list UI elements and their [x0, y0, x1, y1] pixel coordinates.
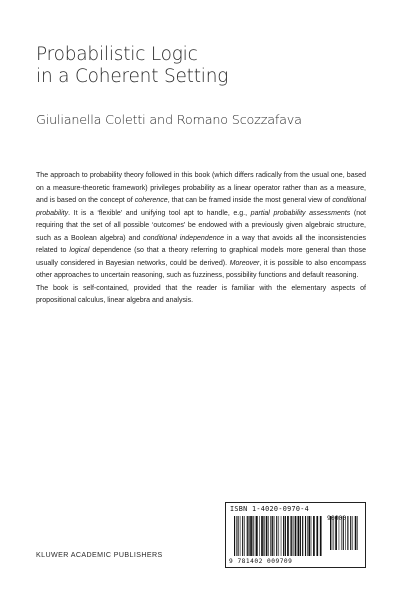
blurb-text: in a way that avoids all the inconsistencies related to — [36, 234, 367, 255]
book-title-line-1: Probabilistic Logic — [36, 44, 198, 65]
publisher-name: KLUWER ACADEMIC PUBLISHERS — [36, 551, 163, 559]
book-title-line-2: in a Coherent Setting — [36, 66, 229, 87]
blurb-text: , that can be framed inside the most general view of — [167, 197, 333, 205]
blurb-text: The approach to probability theory followed in this book (which differs radically from the usual one, based on a measure-theoretic framework) privileges probability as a linear operator rather than as a measure, and is based on the concept of — [36, 172, 366, 205]
blurb-text: dependence (so that a theory referring to graphical models more general than those usually considered in Bayesian networks, could be derived). — [36, 247, 366, 267]
blurb-paragraph-1 — [36, 170, 366, 283]
blurb-emphasis: Moreover — [229, 259, 260, 267]
ean-number: 9 781402 009709 — [229, 558, 293, 565]
isbn-barcode — [225, 502, 366, 568]
blurb-emphasis: conditional independence — [143, 234, 225, 242]
blurb-paragraph-2: The book is self-contained, provided that the reader is familiar with the elementary aspects of propositional calculus, linear algebra and analysis. — [36, 284, 366, 305]
book-title — [36, 44, 228, 88]
book-authors: Giulianella Coletti and Romano Scozzafava — [36, 113, 302, 128]
isbn-number: ISBN 1-4020-0970-4 — [230, 505, 310, 513]
blurb-emphasis: coherence — [134, 197, 168, 205]
blurb-text: . It is a ‘flexible’ and unifying tool apt to handle, e.g., — [68, 209, 251, 217]
price-code: 90000 — [327, 514, 347, 522]
blurb-emphasis: partial probability assessments — [250, 209, 351, 217]
blurb-text: (not requiring that the set of all possible ‘outcomes’ be endowed with a previously given algebraic structure, such as a Boolean algebra) and — [36, 209, 366, 242]
blurb-emphasis: logical — [69, 247, 90, 255]
back-cover-blurb — [36, 170, 366, 308]
blurb-emphasis: conditional probability — [36, 197, 367, 217]
blurb-text: , it is possible to also encompass other approaches to uncertain reasoning, such as fuzziness, possibility functions and default reasoning. — [36, 259, 366, 280]
